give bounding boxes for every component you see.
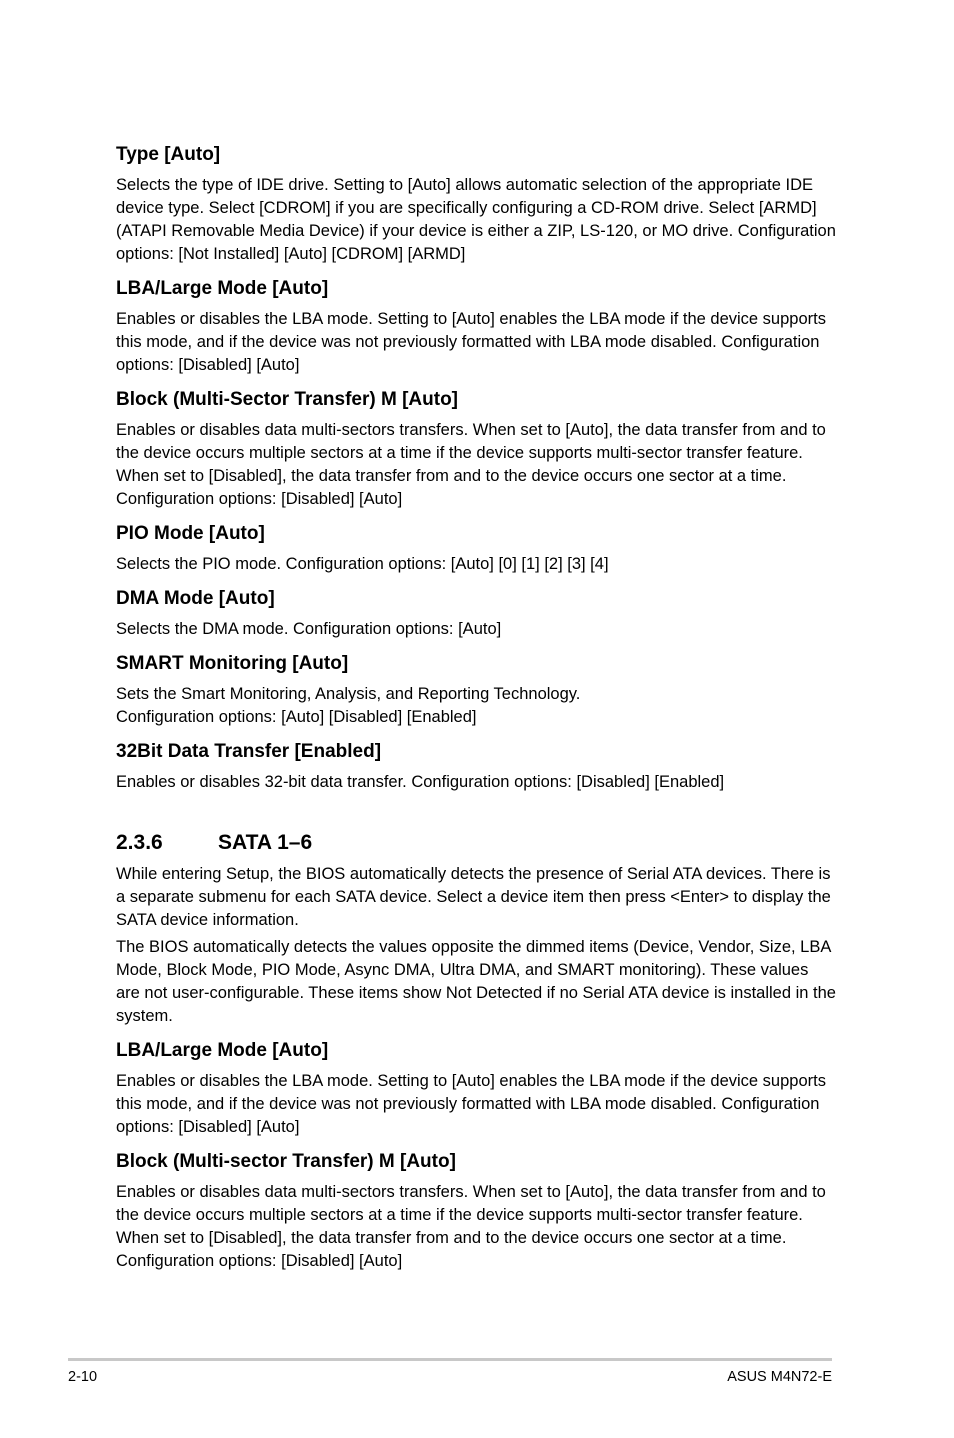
item-block-mode [116,388,836,511]
item-description: Selects the type of IDE drive. Setting to [Auto] allows automatic selection of the appropriate IDE device type. Select [CDROM] if you are specifically configuring a CD-ROM drive. Select [ARMD] (ATAPI Removable Media Device) if your device is either a ZIP, LS-120, or MO drive. Configuration options: [Not Installed] [Auto] [CDROM] [ARMD] [116,176,836,263]
item-pio-mode [116,522,836,576]
section-paragraph: While entering Setup, the BIOS automatically detects the presence of Serial ATA devices. There is a separate submenu for each SATA device. Select a device item then press <Enter> to display the SATA device information. [116,865,831,929]
item-smart-monitoring [116,652,836,729]
item-description: Selects the DMA mode. Configuration options: [Auto] [116,620,502,638]
item-description: Enables or disables 32-bit data transfer. Configuration options: [Disabled] [Enabled] [116,773,725,791]
item-32bit-data-transfer [116,740,836,794]
item-sata-lba-large-mode [116,1039,836,1139]
item-description: Enables or disables data multi-sectors transfers. When set to [Auto], the data transfer from and to the device occurs multiple sectors at a time if the device supports multi-sector transfer feature. When set to [Disabled], the data transfer from and to the device occurs one sector at a time. Configuration options: [Disabled] [Auto] [116,421,826,508]
section-title: SATA 1–6 [218,831,313,854]
section-number: 2.3.6 [116,831,163,854]
item-heading: Block (Multi-sector Transfer) M [Auto] [116,1151,456,1172]
item-description: Selects the PIO mode. Configuration options: [Auto] [0] [1] [2] [3] [4] [116,555,609,573]
item-type [116,143,836,266]
item-dma-mode [116,587,836,641]
item-description: Enables or disables the LBA mode. Setting to [Auto] enables the LBA mode if the device supports this mode, and if the device was not previously formatted with LBA mode disabled. Configuration options: [Disabled] [Auto] [116,1072,826,1136]
item-description: Enables or disables the LBA mode. Setting to [Auto] enables the LBA mode if the device supports this mode, and if the device was not previously formatted with LBA mode disabled. Configuration options: [Disabled] [Auto] [116,310,826,374]
item-sata-block-mode [116,1150,836,1273]
item-description-line: Sets the Smart Monitoring, Analysis, and Reporting Technology. [116,685,581,703]
page-content [116,143,836,1284]
item-lba-large-mode [116,277,836,377]
item-heading: LBA/Large Mode [Auto] [116,278,329,299]
item-heading: LBA/Large Mode [Auto] [116,1040,329,1061]
page-number: 2-10 [68,1369,98,1385]
product-name: ASUS M4N72-E [727,1369,832,1385]
item-description-line: Configuration options: [Auto] [Disabled] [Enabled] [116,708,477,726]
footer-divider [68,1358,832,1361]
item-heading: Block (Multi-Sector Transfer) M [Auto] [116,389,459,410]
section-heading [116,830,836,856]
item-description: Enables or disables data multi-sectors transfers. When set to [Auto], the data transfer from and to the device occurs multiple sectors at a time if the device supports multi-sector transfer feature. When set to [Disabled], the data transfer from and to the device occurs one sector at a time. Configuration options: [Disabled] [Auto] [116,1183,826,1270]
section-paragraph: The BIOS automatically detects the values opposite the dimmed items (Device, Vendor, Size, LBA Mode, Block Mode, PIO Mode, Async DMA, Ultra DMA, and SMART monitoring). These values are not user-configurable. These items show Not Detected if no Serial ATA device is installed in the system. [116,938,836,1025]
item-heading: Type [Auto] [116,144,221,165]
section-intro [116,863,836,1028]
item-heading: DMA Mode [Auto] [116,588,275,609]
item-heading: PIO Mode [Auto] [116,523,265,544]
item-heading: 32Bit Data Transfer [Enabled] [116,741,382,762]
item-heading: SMART Monitoring [Auto] [116,653,349,674]
